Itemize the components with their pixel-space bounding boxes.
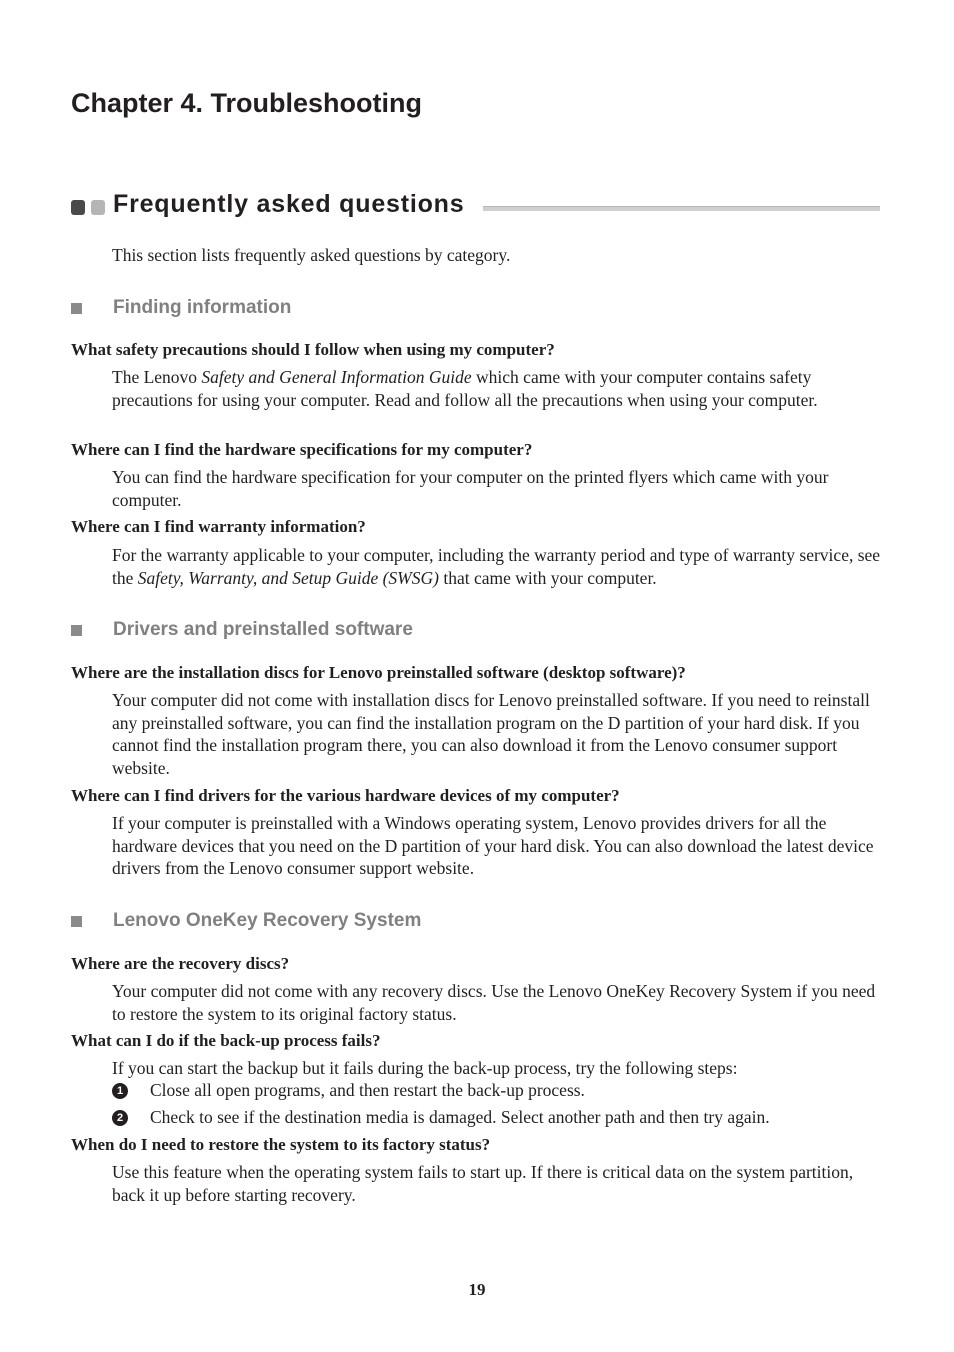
guide-title: Safety and General Information Guide [201,367,472,387]
step-number-icon: 2 [112,1110,128,1126]
square-bullet-icon [71,916,82,927]
faq-question: When do I need to restore the system to its factory status? [71,1135,491,1154]
chapter-title: Chapter 4. Troubleshooting [71,88,423,118]
faq-answer: If your computer is preinstalled with a Windows operating system, Lenovo provides drivers for all the hardware devices that you need on the D partition of your hard disk. You can also download the latest device drivers from the Lenovo consumer support website. [112,813,874,879]
section-title: Frequently asked questions [113,190,468,219]
step-text: Close all open programs, and then restart the back-up process. [150,1080,585,1100]
square-bullet-icon [71,303,82,314]
section-marker-light-icon [91,200,105,215]
faq-question: What can I do if the back-up process fails? [71,1031,381,1050]
section-header [71,190,880,224]
faq-answer: Your computer did not come with installation discs for Lenovo preinstalled software. If you need to reinstall any preinstalled software, you can find the installation program on the D partition of your hard disk. If you cannot find the installation program there, you can also download it from the Lenovo consumer support website. [112,690,870,779]
page-number: 19 [468,1280,486,1299]
section-marker-dark-icon [71,200,85,215]
section-rule [483,206,880,211]
faq-question: Where can I find warranty information? [71,517,366,536]
faq-answer: Your computer did not come with any recovery discs. Use the Lenovo OneKey Recovery System if you need to restore the system to its original factory status. [112,981,876,1024]
faq-answer: For the warranty applicable to your computer, including the warranty period and type of warranty service, see the Safety, Warranty, and Setup Guide (SWSG) that came with your computer. [112,545,881,588]
subsection-title: Lenovo OneKey Recovery System [113,910,422,931]
faq-question: Where are the installation discs for Lenovo preinstalled software (desktop software)? [71,663,686,682]
faq-answer: You can find the hardware specification for your computer on the printed flyers which came with your computer. [112,467,829,510]
subsection-title: Drivers and preinstalled software [113,619,413,640]
guide-title: Safety, Warranty, and Setup Guide (SWSG) [137,567,439,588]
faq-question: Where are the recovery discs? [71,954,290,973]
step-text: Check to see if the destination media is damaged. Select another path and then try again. [150,1107,770,1127]
section-intro: This section lists frequently asked questions by category. [112,245,511,265]
faq-question: What safety precautions should I follow when using my computer? [71,340,555,359]
faq-question: Where can I find the hardware specifications for my computer? [71,440,533,459]
subsection-title: Finding information [113,297,292,318]
faq-answer: Use this feature when the operating system fails to start up. If there is critical data on the system partition, back it up before starting recovery. [112,1162,854,1205]
step-number-icon: 1 [112,1083,128,1099]
faq-answer: The Lenovo Safety and General Information Guide which came with your computer contains safety precautions for using your computer. Read and follow all the precautions when using your computer. [112,367,818,410]
square-bullet-icon [71,625,82,636]
faq-answer: If you can start the backup but it fails during the back-up process, try the following steps: [112,1058,738,1078]
faq-question: Where can I find drivers for the various hardware devices of my computer? [71,786,620,805]
